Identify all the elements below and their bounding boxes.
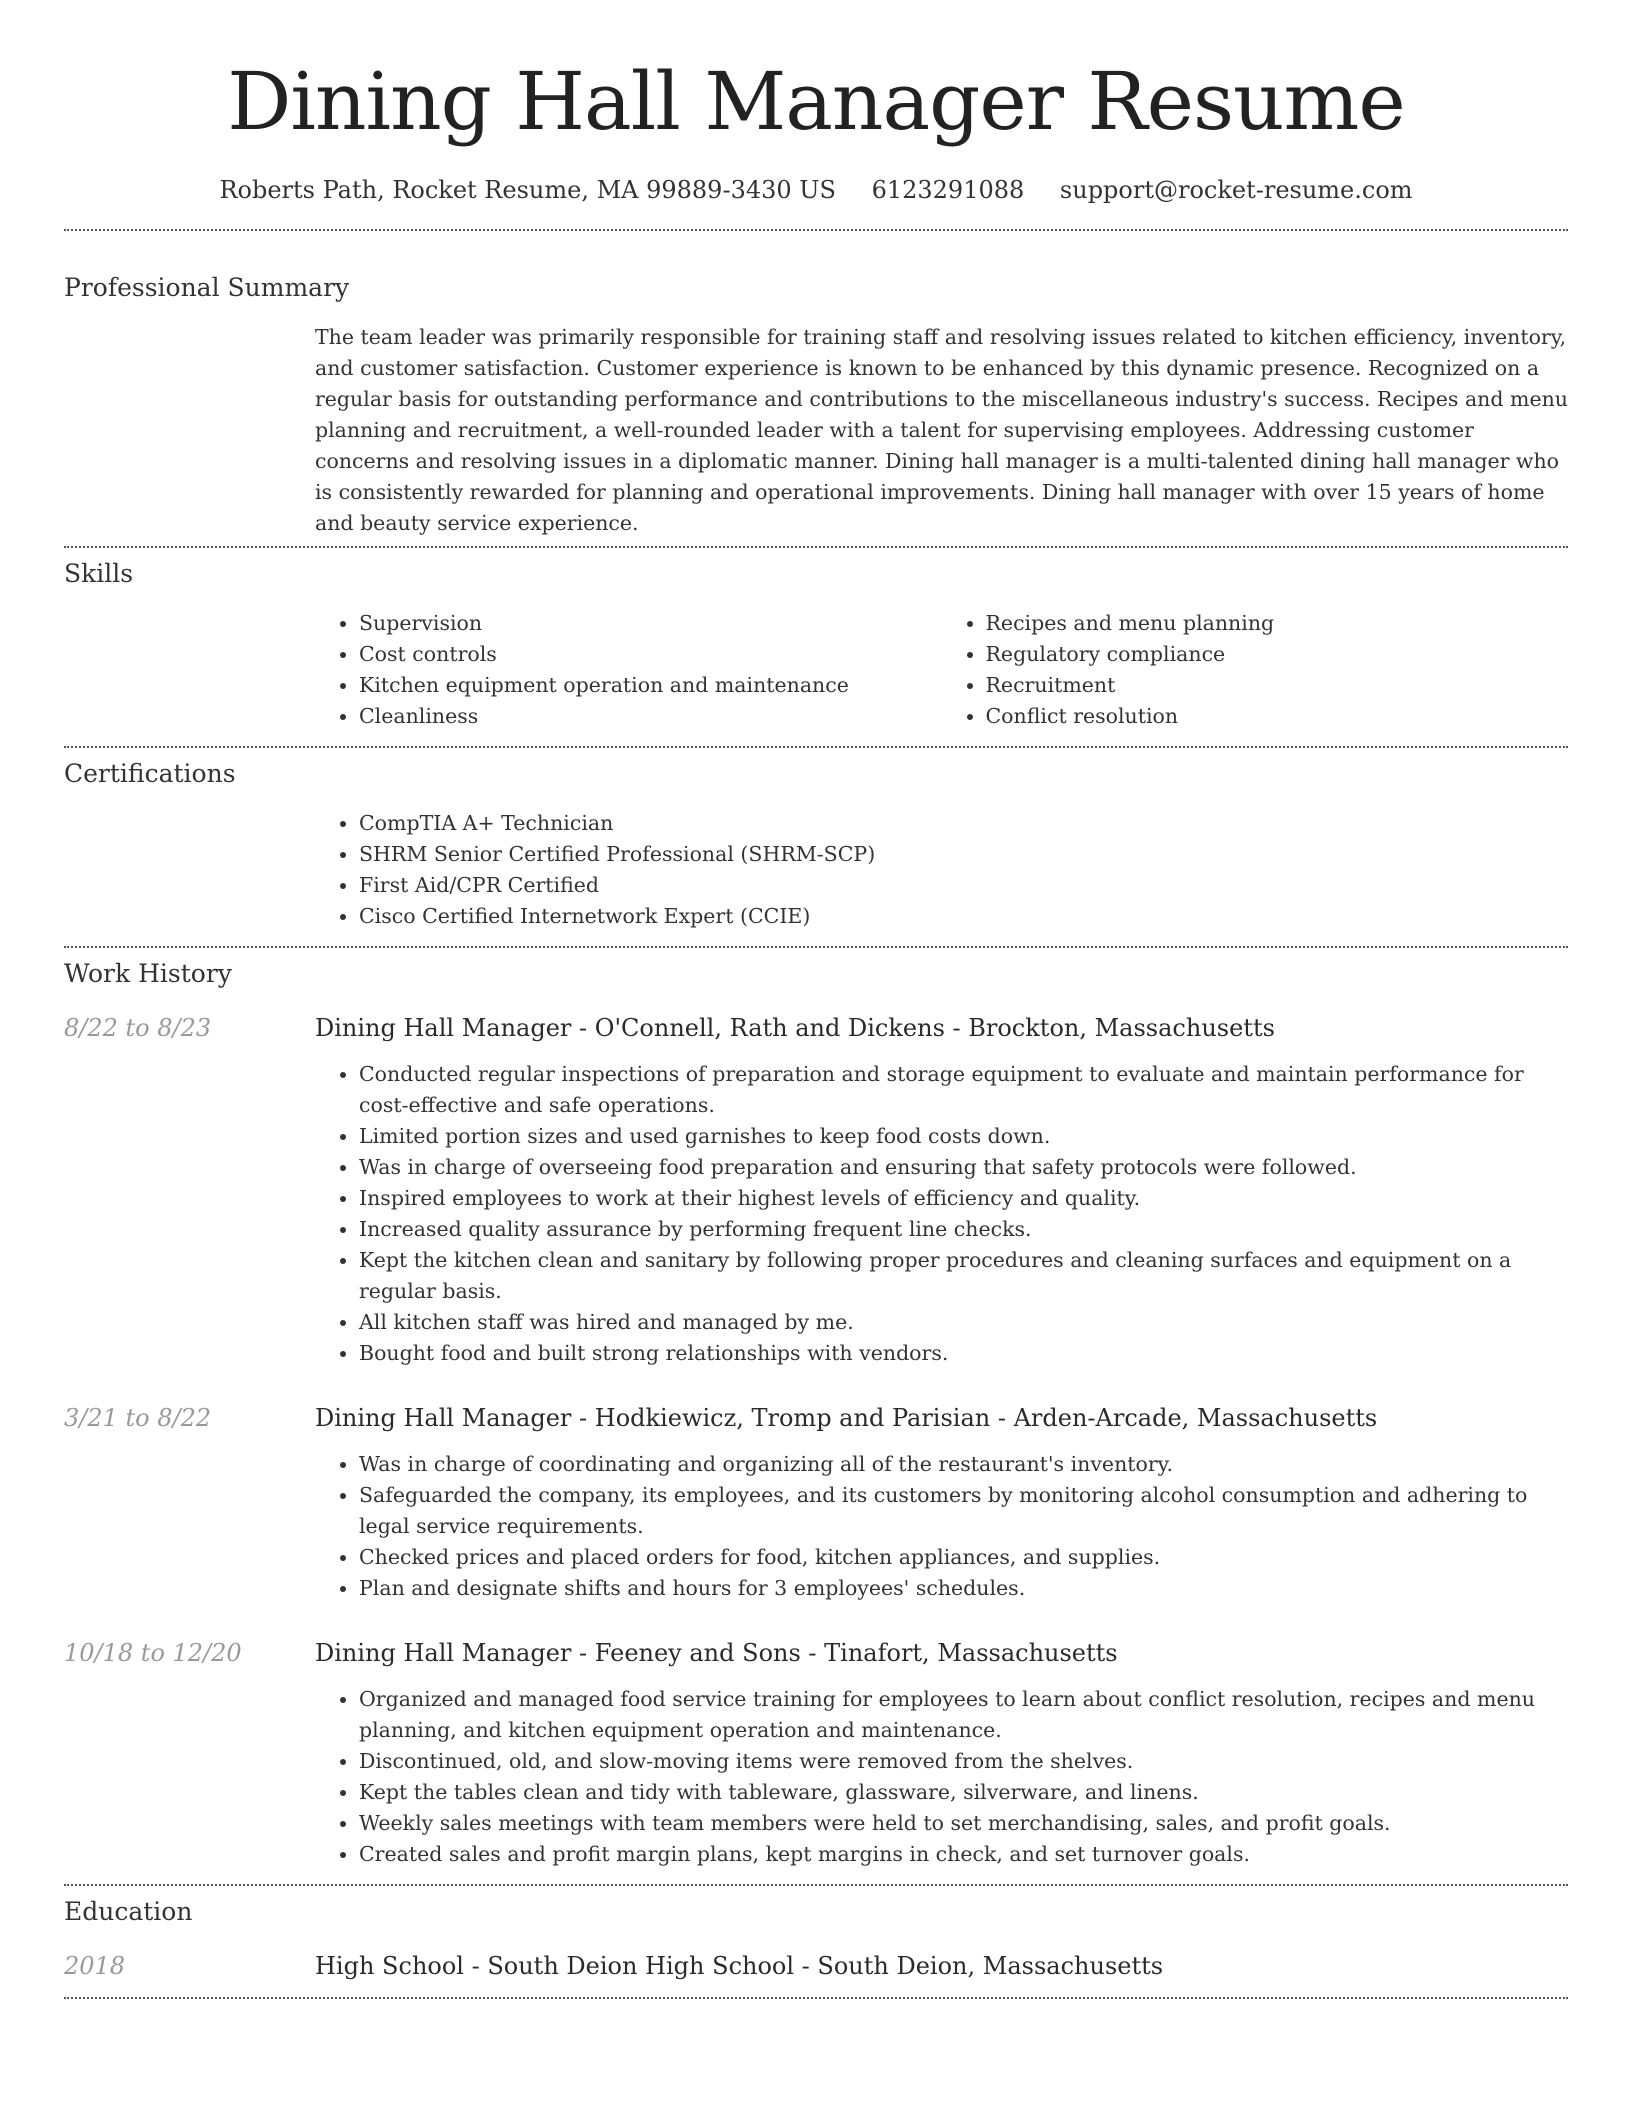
- job-bullet: • Was in charge of overseeing food preparation and ensuring that safety protocols were followed.: [359, 1152, 1568, 1183]
- job-title: Dining Hall Manager - Feeney and Sons - Tinafort, Massachusetts: [315, 1639, 1118, 1667]
- job-bullet: • Created sales and profit margin plans, kept margins in check, and set turnover goals.: [359, 1839, 1568, 1870]
- job-bullets-wrap: [315, 1449, 1568, 1604]
- job-bullet: • All kitchen staff was hired and managed by me.: [359, 1307, 1568, 1338]
- skills-columns: [315, 608, 1568, 732]
- job-bullet: • Plan and designate shifts and hours for 3 employees' schedules.: [359, 1573, 1568, 1604]
- job-bullets: [315, 1449, 1568, 1604]
- job-bullet: • Inspired employees to work at their highest levels of efficiency and quality.: [359, 1183, 1568, 1214]
- skill-item: • Cleanliness: [359, 701, 942, 732]
- contact-address: Roberts Path, Rocket Resume, MA 99889-3430 US: [219, 176, 836, 204]
- job-bullet: • Increased quality assurance by performing frequent line checks.: [359, 1214, 1568, 1245]
- certification-item: • SHRM Senior Certified Professional (SHRM-SCP): [359, 839, 1568, 870]
- job-bullet: • Organized and managed food service training for employees to learn about conflict resolution, recipes and menu planning, and kitchen equipment operation and maintenance.: [359, 1684, 1568, 1746]
- section-divider: [64, 1884, 1568, 1886]
- job-bullet: • Kept the tables clean and tidy with tableware, glassware, silverware, and linens.: [359, 1777, 1568, 1808]
- section-divider: [64, 946, 1568, 948]
- job-bullet: • Discontinued, old, and slow-moving items were removed from the shelves.: [359, 1746, 1568, 1777]
- summary-text: The team leader was primarily responsible for training staff and resolving issues related to kitchen efficiency, inventory, and customer satisfaction. Customer experience is known to be enhanced by this dynamic presence. Recognized on a regular basis for outstanding performance and contributions to the miscellaneous industry's success. Recipes and menu planning and recruitment, a well-rounded leader with a talent for supervising employees. Addressing customer concerns and resolving issues in a diplomatic manner. Dining hall manager is a multi-talented dining hall manager who is consistently rewarded for planning and operational improvements. Dining hall manager with over 15 years of home and beauty service experience.: [315, 325, 1568, 535]
- summary-section: [64, 271, 1568, 539]
- contact-line: [64, 174, 1568, 206]
- education-date: 2018: [64, 1952, 126, 1980]
- job-header: [64, 1011, 1568, 1045]
- work-history-heading: Work History: [64, 959, 232, 988]
- skills-list-left: [315, 608, 942, 732]
- skill-item: • Supervision: [359, 608, 942, 639]
- skills-list-right: [942, 608, 1569, 732]
- job-entry: [64, 1401, 1568, 1604]
- skills-heading: Skills: [64, 559, 134, 588]
- job-bullet: • Checked prices and placed orders for food, kitchen appliances, and supplies.: [359, 1542, 1568, 1573]
- job-bullets: [315, 1684, 1568, 1870]
- education-title: High School - South Deion High School - South Deion, Massachusetts: [315, 1952, 1164, 1980]
- certification-item: • CompTIA A+ Technician: [359, 808, 1568, 839]
- education-entry: [64, 1949, 1568, 1983]
- section-divider: [64, 229, 1568, 231]
- certifications-list: [315, 808, 1568, 932]
- skill-item: • Cost controls: [359, 639, 942, 670]
- job-dates: 8/22 to 8/23: [64, 1014, 212, 1042]
- job-bullet: • Weekly sales meetings with team members were held to set merchandising, sales, and profit goals.: [359, 1808, 1568, 1839]
- skill-item: • Regulatory compliance: [986, 639, 1569, 670]
- job-bullets: [315, 1059, 1568, 1369]
- section-divider: [64, 1997, 1568, 1999]
- job-dates: 3/21 to 8/22: [64, 1404, 212, 1432]
- certifications-heading: Certifications: [64, 759, 236, 788]
- summary-heading: Professional Summary: [64, 273, 350, 302]
- skills-section: [64, 557, 1568, 732]
- contact-email: support@rocket-resume.com: [1059, 176, 1413, 204]
- job-bullet: • Safeguarded the company, its employees, and its customers by monitoring alcohol consumption and adhering to legal service requirements.: [359, 1480, 1568, 1542]
- job-bullets-wrap: [315, 1059, 1568, 1369]
- skill-item: • Recipes and menu planning: [986, 608, 1569, 639]
- skill-item: • Recruitment: [986, 670, 1569, 701]
- job-dates: 10/18 to 12/20: [64, 1639, 242, 1667]
- contact-phone: 6123291088: [871, 176, 1025, 204]
- job-bullet: • Limited portion sizes and used garnishes to keep food costs down.: [359, 1121, 1568, 1152]
- job-header: [64, 1636, 1568, 1670]
- work-history-section: [64, 957, 1568, 1870]
- job-bullets-wrap: [315, 1684, 1568, 1870]
- skill-item: • Kitchen equipment operation and maintenance: [359, 670, 942, 701]
- section-divider: [64, 746, 1568, 748]
- job-bullet: • Kept the kitchen clean and sanitary by following proper procedures and cleaning surfaces and equipment on a regular basis.: [359, 1245, 1568, 1307]
- job-title: Dining Hall Manager - O'Connell, Rath and Dickens - Brockton, Massachusetts: [315, 1014, 1275, 1042]
- skill-item: • Conflict resolution: [986, 701, 1569, 732]
- education-section: [64, 1895, 1568, 1983]
- job-entry: [64, 1636, 1568, 1870]
- education-heading: Education: [64, 1897, 193, 1926]
- certifications-list-wrap: [315, 808, 1568, 932]
- job-header: [64, 1401, 1568, 1435]
- job-title: Dining Hall Manager - Hodkiewicz, Tromp and Parisian - Arden-Arcade, Massachusetts: [315, 1404, 1378, 1432]
- certification-item: • Cisco Certified Internetwork Expert (CCIE): [359, 901, 1568, 932]
- certification-item: • First Aid/CPR Certified: [359, 870, 1568, 901]
- section-divider: [64, 546, 1568, 548]
- resume-title: Dining Hall Manager Resume: [227, 55, 1405, 148]
- certifications-section: [64, 757, 1568, 932]
- job-bullet: • Bought food and built strong relationships with vendors.: [359, 1338, 1568, 1369]
- job-entry: [64, 1011, 1568, 1369]
- job-bullet: • Was in charge of coordinating and organizing all of the restaurant's inventory.: [359, 1449, 1568, 1480]
- job-bullet: • Conducted regular inspections of preparation and storage equipment to evaluate and maintain performance for cost-effective and safe operations.: [359, 1059, 1568, 1121]
